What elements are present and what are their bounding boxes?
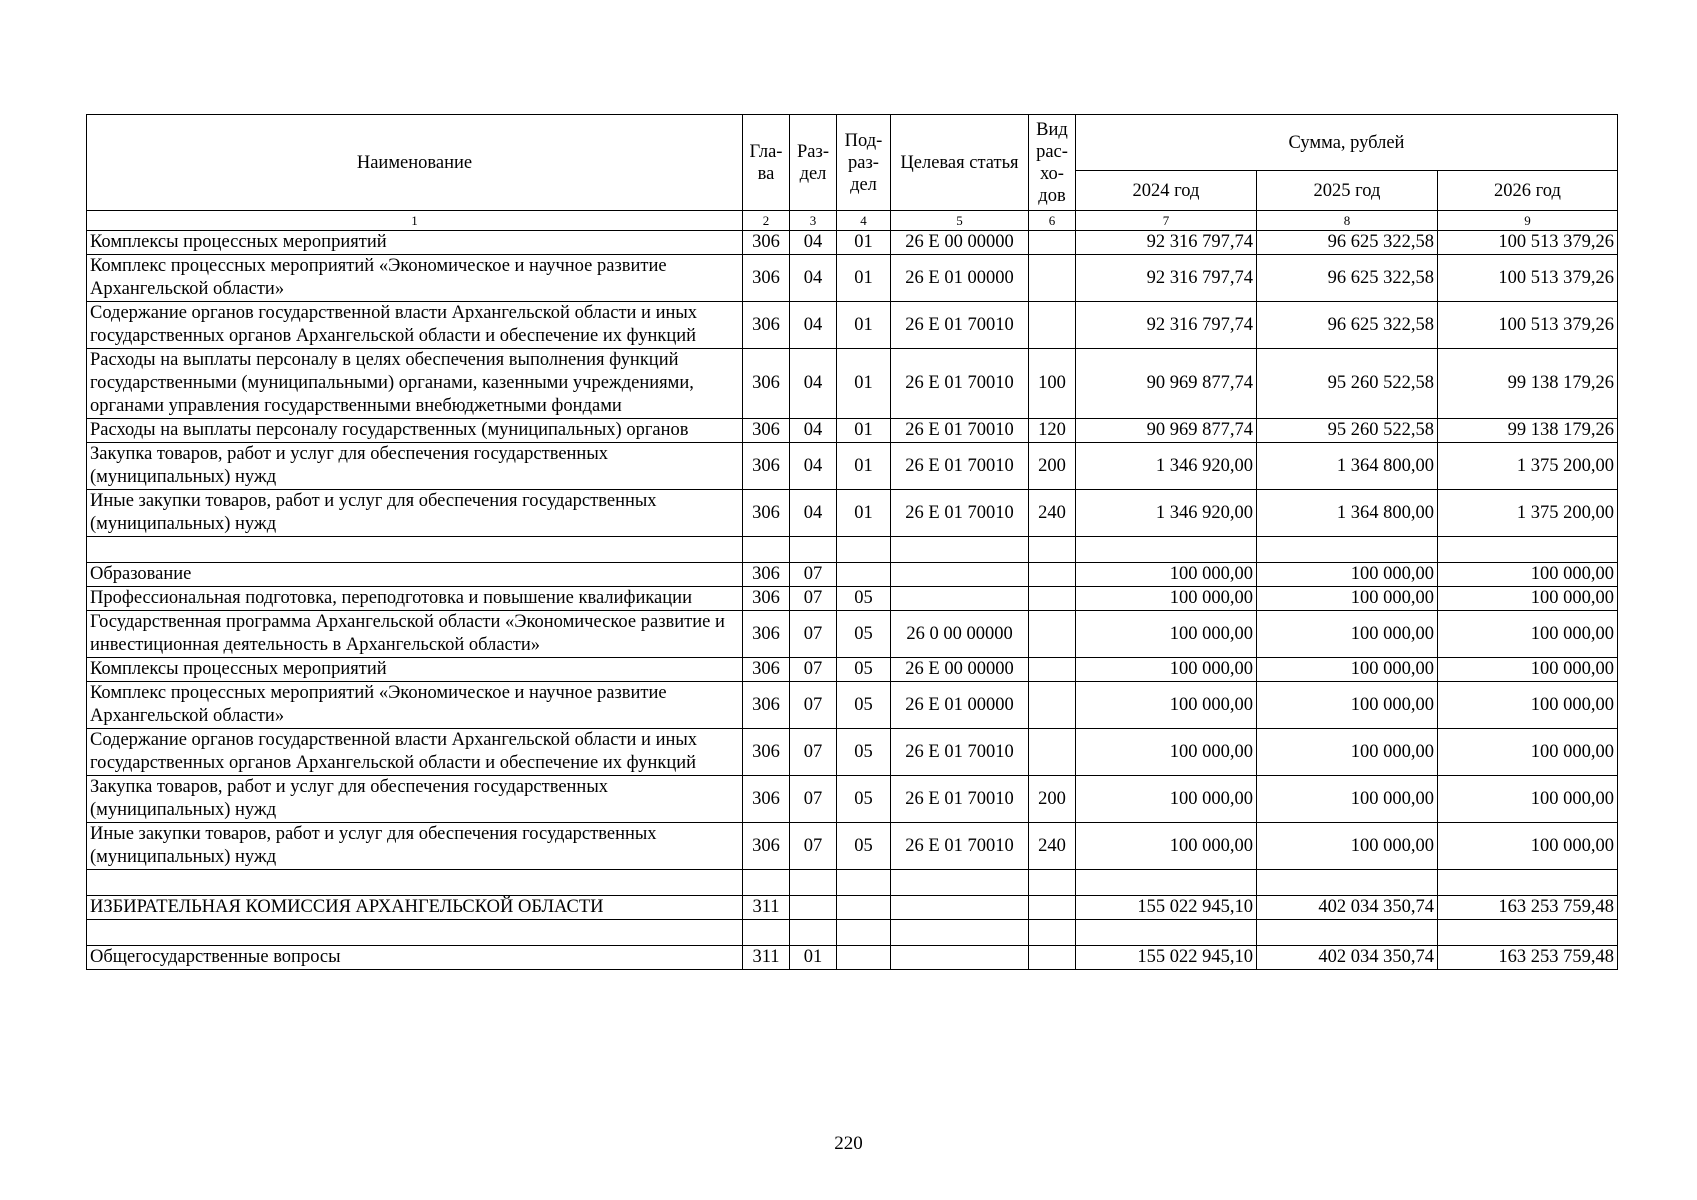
row-amount-2026: 100 000,00 <box>1438 563 1618 587</box>
row-amount-2025 <box>1257 537 1438 563</box>
row-razdel <box>790 870 837 896</box>
row-amount-2026: 163 253 759,48 <box>1438 946 1618 970</box>
row-amount-2026: 1 375 200,00 <box>1438 443 1618 490</box>
row-podrazdel: 05 <box>837 587 891 611</box>
row-target <box>891 563 1029 587</box>
row-glava: 306 <box>743 658 790 682</box>
row-name: Содержание органов государственной власти Архангельской области и иных государственных органов Архангельской области и обеспечение их функций <box>87 729 743 776</box>
table-row <box>87 587 1618 611</box>
row-podrazdel: 01 <box>837 490 891 537</box>
row-amount-2025 <box>1257 920 1438 946</box>
row-amount-2026 <box>1438 920 1618 946</box>
row-name: Расходы на выплаты персоналу государственных (муниципальных) органов <box>87 419 743 443</box>
row-glava: 306 <box>743 302 790 349</box>
row-razdel: 04 <box>790 349 837 419</box>
row-razdel: 04 <box>790 490 837 537</box>
row-amount-2025: 95 260 522,58 <box>1257 419 1438 443</box>
row-amount-2024: 90 969 877,74 <box>1076 419 1257 443</box>
row-razdel <box>790 920 837 946</box>
row-glava: 306 <box>743 419 790 443</box>
row-name: Закупка товаров, работ и услуг для обеспечения государственных (муниципальных) нужд <box>87 776 743 823</box>
row-amount-2026: 100 000,00 <box>1438 611 1618 658</box>
header-razdel: Раз-дел <box>790 115 837 211</box>
row-name: Комплекс процессных мероприятий «Экономическое и научное развитие Архангельской области» <box>87 255 743 302</box>
table-header <box>87 115 1618 231</box>
row-target: 26 Е 00 00000 <box>891 231 1029 255</box>
row-podrazdel: 05 <box>837 611 891 658</box>
table-row <box>87 490 1618 537</box>
col-number: 7 <box>1076 211 1257 231</box>
row-razdel <box>790 537 837 563</box>
row-podrazdel <box>837 896 891 920</box>
row-glava: 306 <box>743 776 790 823</box>
row-podrazdel: 01 <box>837 231 891 255</box>
row-target: 26 Е 01 70010 <box>891 776 1029 823</box>
row-amount-2024: 100 000,00 <box>1076 823 1257 870</box>
row-glava: 311 <box>743 946 790 970</box>
row-amount-2026: 100 000,00 <box>1438 729 1618 776</box>
row-razdel: 07 <box>790 611 837 658</box>
row-amount-2025: 100 000,00 <box>1257 776 1438 823</box>
row-podrazdel: 01 <box>837 255 891 302</box>
row-vid: 120 <box>1029 419 1076 443</box>
row-amount-2025: 100 000,00 <box>1257 658 1438 682</box>
row-amount-2024: 1 346 920,00 <box>1076 443 1257 490</box>
row-amount-2024: 155 022 945,10 <box>1076 896 1257 920</box>
blank-row <box>87 920 1618 946</box>
row-vid <box>1029 563 1076 587</box>
row-podrazdel: 05 <box>837 729 891 776</box>
col-number: 3 <box>790 211 837 231</box>
row-glava <box>743 537 790 563</box>
table-row <box>87 563 1618 587</box>
row-amount-2025: 100 000,00 <box>1257 823 1438 870</box>
table-row <box>87 896 1618 920</box>
row-amount-2025 <box>1257 870 1438 896</box>
row-razdel: 01 <box>790 946 837 970</box>
header-year-2025: 2025 год <box>1257 171 1438 211</box>
row-podrazdel <box>837 563 891 587</box>
table-row <box>87 729 1618 776</box>
page-number: 220 <box>834 1133 863 1154</box>
row-vid: 200 <box>1029 443 1076 490</box>
row-target <box>891 870 1029 896</box>
row-amount-2024: 100 000,00 <box>1076 776 1257 823</box>
row-amount-2026: 100 000,00 <box>1438 682 1618 729</box>
row-vid: 240 <box>1029 490 1076 537</box>
blank-row <box>87 537 1618 563</box>
row-name: ИЗБИРАТЕЛЬНАЯ КОМИССИЯ АРХАНГЕЛЬСКОЙ ОБЛАСТИ <box>87 896 743 920</box>
row-glava: 306 <box>743 563 790 587</box>
col-number: 4 <box>837 211 891 231</box>
row-glava: 306 <box>743 729 790 776</box>
row-amount-2026: 100 513 379,26 <box>1438 231 1618 255</box>
row-podrazdel: 01 <box>837 349 891 419</box>
row-glava: 306 <box>743 255 790 302</box>
table-row <box>87 682 1618 729</box>
row-amount-2026: 100 513 379,26 <box>1438 255 1618 302</box>
row-amount-2024: 1 346 920,00 <box>1076 490 1257 537</box>
row-target <box>891 920 1029 946</box>
col-number: 1 <box>87 211 743 231</box>
row-name <box>87 870 743 896</box>
row-amount-2025: 100 000,00 <box>1257 611 1438 658</box>
table-row <box>87 658 1618 682</box>
row-target: 26 0 00 00000 <box>891 611 1029 658</box>
row-vid: 200 <box>1029 776 1076 823</box>
table-row <box>87 255 1618 302</box>
row-podrazdel: 01 <box>837 302 891 349</box>
row-target: 26 Е 01 70010 <box>891 349 1029 419</box>
row-name <box>87 537 743 563</box>
row-podrazdel: 05 <box>837 776 891 823</box>
row-target: 26 Е 01 70010 <box>891 419 1029 443</box>
row-razdel: 07 <box>790 563 837 587</box>
row-target: 26 Е 01 70010 <box>891 729 1029 776</box>
row-glava: 306 <box>743 823 790 870</box>
row-podrazdel <box>837 870 891 896</box>
table-body <box>87 231 1618 970</box>
row-glava: 306 <box>743 490 790 537</box>
row-vid <box>1029 302 1076 349</box>
blank-row <box>87 870 1618 896</box>
row-glava: 306 <box>743 611 790 658</box>
table-row <box>87 419 1618 443</box>
row-name: Комплексы процессных мероприятий <box>87 658 743 682</box>
row-amount-2025: 96 625 322,58 <box>1257 255 1438 302</box>
header-podrazdel: Под-раз-дел <box>837 115 891 211</box>
row-name: Иные закупки товаров, работ и услуг для обеспечения государственных (муниципальных) нужд <box>87 490 743 537</box>
row-glava <box>743 920 790 946</box>
row-target: 26 Е 01 70010 <box>891 490 1029 537</box>
row-target: 26 Е 01 00000 <box>891 255 1029 302</box>
row-podrazdel <box>837 920 891 946</box>
row-razdel: 07 <box>790 729 837 776</box>
row-name: Иные закупки товаров, работ и услуг для обеспечения государственных (муниципальных) нужд <box>87 823 743 870</box>
row-amount-2024: 100 000,00 <box>1076 729 1257 776</box>
row-podrazdel: 05 <box>837 682 891 729</box>
row-razdel <box>790 896 837 920</box>
row-razdel: 07 <box>790 658 837 682</box>
row-vid: 100 <box>1029 349 1076 419</box>
row-amount-2025: 100 000,00 <box>1257 682 1438 729</box>
header-glava: Гла-ва <box>743 115 790 211</box>
row-glava: 306 <box>743 231 790 255</box>
row-amount-2024 <box>1076 870 1257 896</box>
row-name: Расходы на выплаты персоналу в целях обеспечения выполнения функций государственными (муниципальными) органами, казенными учреждениями, органами управления государственными внебюджетными фондами <box>87 349 743 419</box>
row-amount-2024: 92 316 797,74 <box>1076 255 1257 302</box>
row-amount-2026: 163 253 759,48 <box>1438 896 1618 920</box>
row-glava: 306 <box>743 682 790 729</box>
row-vid <box>1029 658 1076 682</box>
row-amount-2026 <box>1438 870 1618 896</box>
col-number: 9 <box>1438 211 1618 231</box>
row-amount-2025: 402 034 350,74 <box>1257 896 1438 920</box>
row-target <box>891 946 1029 970</box>
row-podrazdel <box>837 537 891 563</box>
row-vid <box>1029 870 1076 896</box>
col-number: 2 <box>743 211 790 231</box>
row-amount-2024: 90 969 877,74 <box>1076 349 1257 419</box>
row-amount-2025: 100 000,00 <box>1257 729 1438 776</box>
row-podrazdel: 01 <box>837 419 891 443</box>
row-glava: 306 <box>743 443 790 490</box>
row-amount-2025: 402 034 350,74 <box>1257 946 1438 970</box>
row-target <box>891 587 1029 611</box>
row-target: 26 Е 00 00000 <box>891 658 1029 682</box>
row-amount-2025: 96 625 322,58 <box>1257 231 1438 255</box>
row-podrazdel <box>837 946 891 970</box>
header-name: Наименование <box>87 115 743 211</box>
row-amount-2024 <box>1076 920 1257 946</box>
row-podrazdel: 05 <box>837 823 891 870</box>
row-glava <box>743 870 790 896</box>
row-podrazdel: 05 <box>837 658 891 682</box>
row-amount-2024: 92 316 797,74 <box>1076 231 1257 255</box>
row-amount-2024: 100 000,00 <box>1076 611 1257 658</box>
row-amount-2025: 95 260 522,58 <box>1257 349 1438 419</box>
row-glava: 306 <box>743 587 790 611</box>
row-razdel: 07 <box>790 776 837 823</box>
row-vid <box>1029 587 1076 611</box>
row-vid <box>1029 946 1076 970</box>
row-name: Закупка товаров, работ и услуг для обеспечения государственных (муниципальных) нужд <box>87 443 743 490</box>
row-target: 26 Е 01 70010 <box>891 823 1029 870</box>
row-amount-2025: 100 000,00 <box>1257 587 1438 611</box>
row-target <box>891 896 1029 920</box>
row-podrazdel: 01 <box>837 443 891 490</box>
row-vid <box>1029 920 1076 946</box>
header-sum: Сумма, рублей <box>1076 115 1618 171</box>
row-amount-2026: 100 000,00 <box>1438 823 1618 870</box>
row-amount-2024: 155 022 945,10 <box>1076 946 1257 970</box>
row-amount-2024: 100 000,00 <box>1076 563 1257 587</box>
table-row <box>87 349 1618 419</box>
row-name: Образование <box>87 563 743 587</box>
row-amount-2026 <box>1438 537 1618 563</box>
row-amount-2024: 92 316 797,74 <box>1076 302 1257 349</box>
table-row <box>87 231 1618 255</box>
row-amount-2025: 1 364 800,00 <box>1257 443 1438 490</box>
row-vid <box>1029 896 1076 920</box>
row-name <box>87 920 743 946</box>
table-row <box>87 823 1618 870</box>
row-razdel: 07 <box>790 682 837 729</box>
row-amount-2026: 99 138 179,26 <box>1438 349 1618 419</box>
row-amount-2026: 100 000,00 <box>1438 658 1618 682</box>
row-razdel: 04 <box>790 231 837 255</box>
table-row <box>87 611 1618 658</box>
row-name: Комплекс процессных мероприятий «Экономическое и научное развитие Архангельской области» <box>87 682 743 729</box>
row-amount-2026: 100 000,00 <box>1438 587 1618 611</box>
col-number: 6 <box>1029 211 1076 231</box>
header-vid: Вид рас-хо-дов <box>1029 115 1076 211</box>
row-amount-2026: 1 375 200,00 <box>1438 490 1618 537</box>
row-razdel: 04 <box>790 443 837 490</box>
row-vid <box>1029 255 1076 302</box>
table-row <box>87 302 1618 349</box>
row-name: Общегосударственные вопросы <box>87 946 743 970</box>
row-amount-2024: 100 000,00 <box>1076 587 1257 611</box>
header-target: Целевая статья <box>891 115 1029 211</box>
row-target: 26 Е 01 70010 <box>891 302 1029 349</box>
row-amount-2024: 100 000,00 <box>1076 658 1257 682</box>
row-vid <box>1029 611 1076 658</box>
budget-table <box>86 114 1618 970</box>
row-vid <box>1029 729 1076 776</box>
row-vid: 240 <box>1029 823 1076 870</box>
row-name: Комплексы процессных мероприятий <box>87 231 743 255</box>
row-amount-2025: 1 364 800,00 <box>1257 490 1438 537</box>
row-amount-2026: 99 138 179,26 <box>1438 419 1618 443</box>
row-amount-2025: 100 000,00 <box>1257 563 1438 587</box>
row-razdel: 07 <box>790 823 837 870</box>
table-row <box>87 776 1618 823</box>
row-vid <box>1029 537 1076 563</box>
table-row <box>87 443 1618 490</box>
row-vid <box>1029 231 1076 255</box>
col-number: 8 <box>1257 211 1438 231</box>
row-razdel: 04 <box>790 302 837 349</box>
row-vid <box>1029 682 1076 729</box>
row-target: 26 Е 01 00000 <box>891 682 1029 729</box>
row-razdel: 04 <box>790 419 837 443</box>
row-amount-2025: 96 625 322,58 <box>1257 302 1438 349</box>
header-year-2026: 2026 год <box>1438 171 1618 211</box>
header-year-2024: 2024 год <box>1076 171 1257 211</box>
row-razdel: 04 <box>790 255 837 302</box>
row-name: Государственная программа Архангельской области «Экономическое развитие и инвестиционная деятельность в Архангельской области» <box>87 611 743 658</box>
table-row <box>87 946 1618 970</box>
row-glava: 311 <box>743 896 790 920</box>
row-amount-2024: 100 000,00 <box>1076 682 1257 729</box>
row-name: Содержание органов государственной власти Архангельской области и иных государственных органов Архангельской области и обеспечение их функций <box>87 302 743 349</box>
row-amount-2026: 100 000,00 <box>1438 776 1618 823</box>
row-target: 26 Е 01 70010 <box>891 443 1029 490</box>
col-number: 5 <box>891 211 1029 231</box>
row-target <box>891 537 1029 563</box>
row-amount-2024 <box>1076 537 1257 563</box>
row-razdel: 07 <box>790 587 837 611</box>
row-amount-2026: 100 513 379,26 <box>1438 302 1618 349</box>
row-glava: 306 <box>743 349 790 419</box>
row-name: Профессиональная подготовка, переподготовка и повышение квалификации <box>87 587 743 611</box>
